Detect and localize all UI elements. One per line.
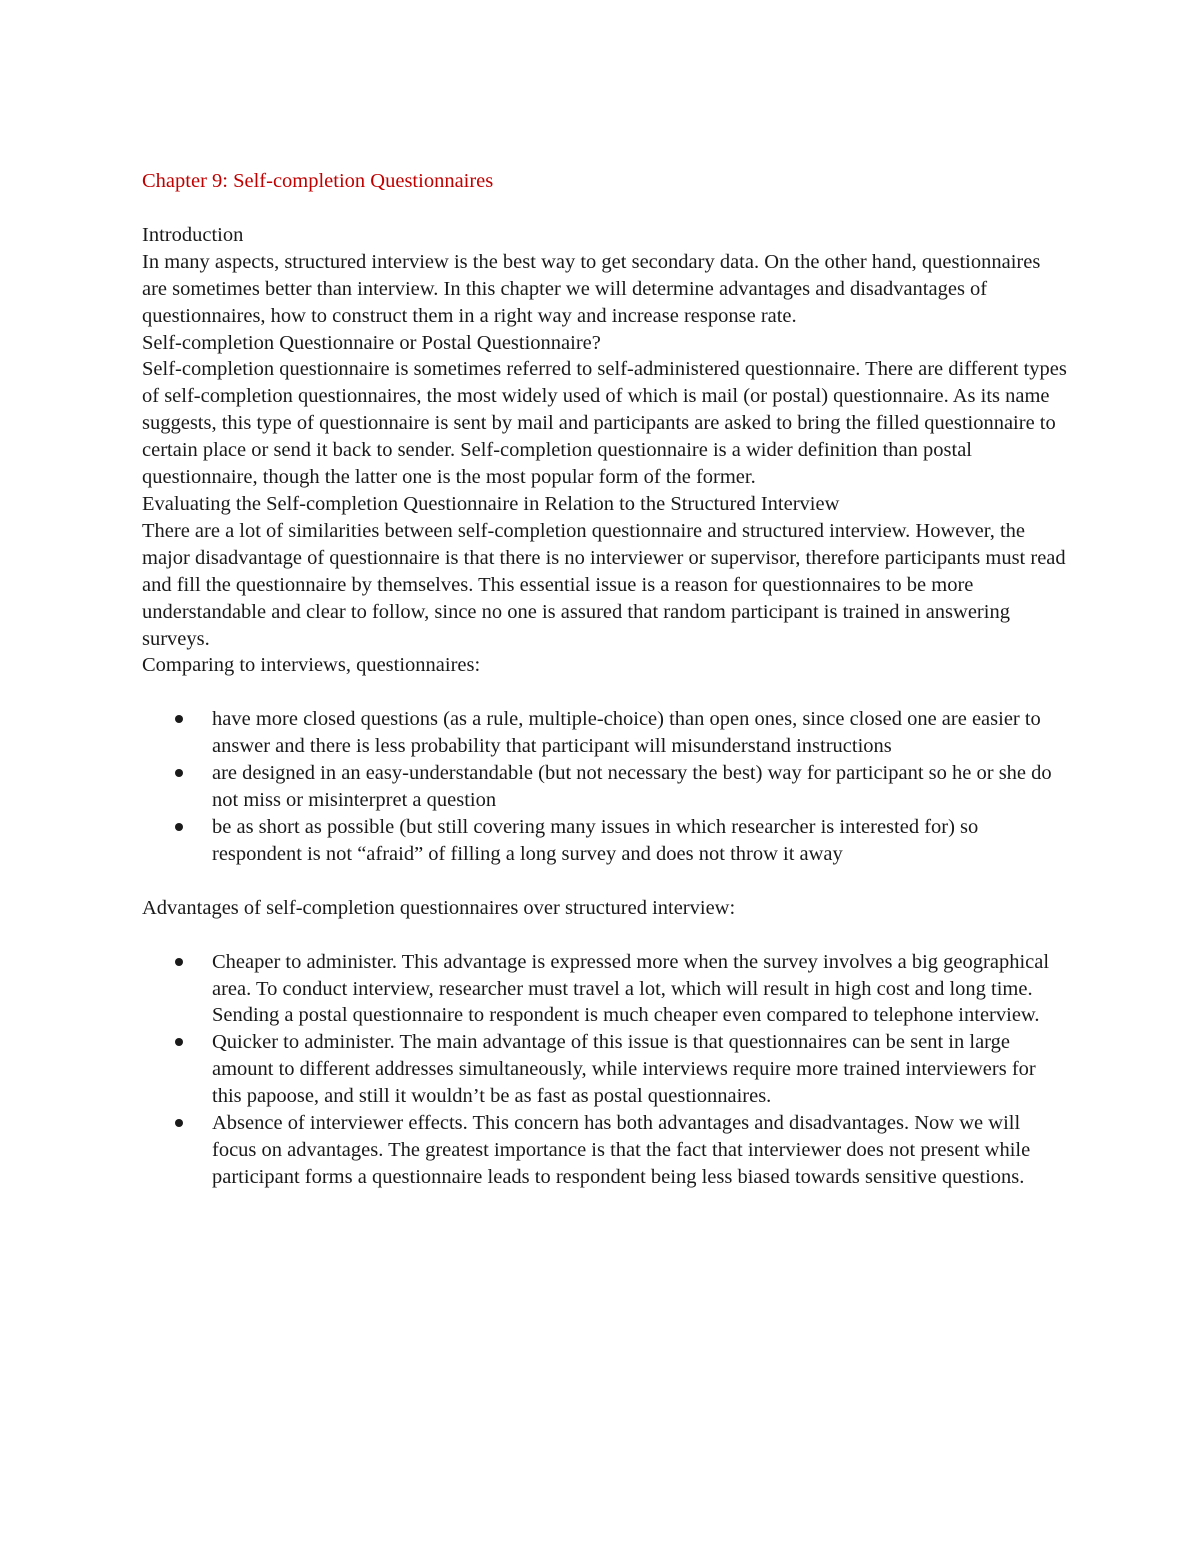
comparison-list xyxy=(142,706,1067,867)
list-item xyxy=(142,706,1067,760)
section-heading-postal: Self-completion Questionnaire or Postal Questionnaire? xyxy=(142,331,601,354)
list-item-text: be as short as possible (but still covering many issues in which researcher is interested for) so respondent is not “afraid” of filling a long survey and does not throw it away xyxy=(212,815,979,865)
list-item xyxy=(142,1110,1067,1191)
bullet-icon xyxy=(175,769,183,777)
chapter-title: Chapter 9: Self-completion Questionnaires xyxy=(142,170,494,192)
section-heading-introduction: Introduction xyxy=(142,223,244,246)
paragraph-comparing: Comparing to interviews, questionnaires: xyxy=(142,654,481,677)
advantages-list xyxy=(142,949,1067,1191)
list-item xyxy=(142,814,1067,868)
bullet-icon xyxy=(175,823,183,831)
paragraph-introduction: In many aspects, structured interview is the best way to get secondary data. On the other hand, questionnaires are sometimes better than interview. In this chapter we will determine advantages and disadvantages of questionnaires, how to construct them in a right way and increase response rate. xyxy=(142,250,1041,327)
list-item-text: Cheaper to administer. This advantage is expressed more when the survey involves a big geographical area. To conduct interview, researcher must travel a lot, which will result in high cost and long time. Sending a postal questionnaire to respondent is much cheaper even compared to telephone interview. xyxy=(212,950,1050,1027)
list-item-text: Absence of interviewer effects. This concern has both advantages and disadvantages. Now we will focus on advantages. The greatest importance is that the fact that interviewer does not present while participant forms a questionnaire leads to respondent being less biased towards sensitive questions. xyxy=(212,1112,1031,1188)
bullet-icon xyxy=(175,1119,183,1127)
list-item-text: have more closed questions (as a rule, multiple-choice) than open ones, since closed one are easier to answer and there is less probability that participant will misunderstand instructions xyxy=(212,708,1041,758)
paragraph-postal: Self-completion questionnaire is sometimes referred to self-administered questionnaire. There are different types of self-completion questionnaires, the most widely used of which is mail (or postal) questionnaire. As its name suggests, this type of questionnaire is sent by mail and participants are asked to bring the filled questionnaire to certain place or send it back to sender. Self-completion questionnaire is a wider definition than postal questionnaire, though the latter one is the most popular form of the former. xyxy=(142,358,1067,489)
section-heading-evaluating: Evaluating the Self-completion Questionnaire in Relation to the Structured Interview xyxy=(142,492,840,515)
bullet-icon xyxy=(175,715,183,723)
document-page xyxy=(142,168,1067,1191)
list-item xyxy=(142,949,1067,1030)
spacer xyxy=(142,679,1067,706)
bullet-icon xyxy=(175,1038,183,1046)
paragraph-evaluating: There are a lot of similarities between self-completion questionnaire and structured interview. However, the major disadvantage of questionnaire is that there is no interviewer or supervisor, therefore participants must read and fill the questionnaire by themselves. This essential issue is a reason for questionnaires to be more understandable and clear to follow, since no one is assured that random participant is trained in answering surveys. xyxy=(142,519,1066,650)
bullet-icon xyxy=(175,958,183,966)
advantages-heading: Advantages of self-completion questionnaires over structured interview: xyxy=(142,896,736,919)
list-item-text: Quicker to administer. The main advantage of this issue is that questionnaires can be sent in large amount to different addresses simultaneously, while interviews require more trained interviewers for this papoose, and still it wouldn’t be as fast as postal questionnaires. xyxy=(212,1031,1036,1108)
spacer xyxy=(142,868,1067,895)
list-item-text: are designed in an easy-understandable (but not necessary the best) way for participant so he or she do not miss or misinterpret a question xyxy=(212,762,1052,812)
list-item xyxy=(142,1029,1067,1110)
list-item xyxy=(142,760,1067,814)
spacer xyxy=(142,922,1067,949)
